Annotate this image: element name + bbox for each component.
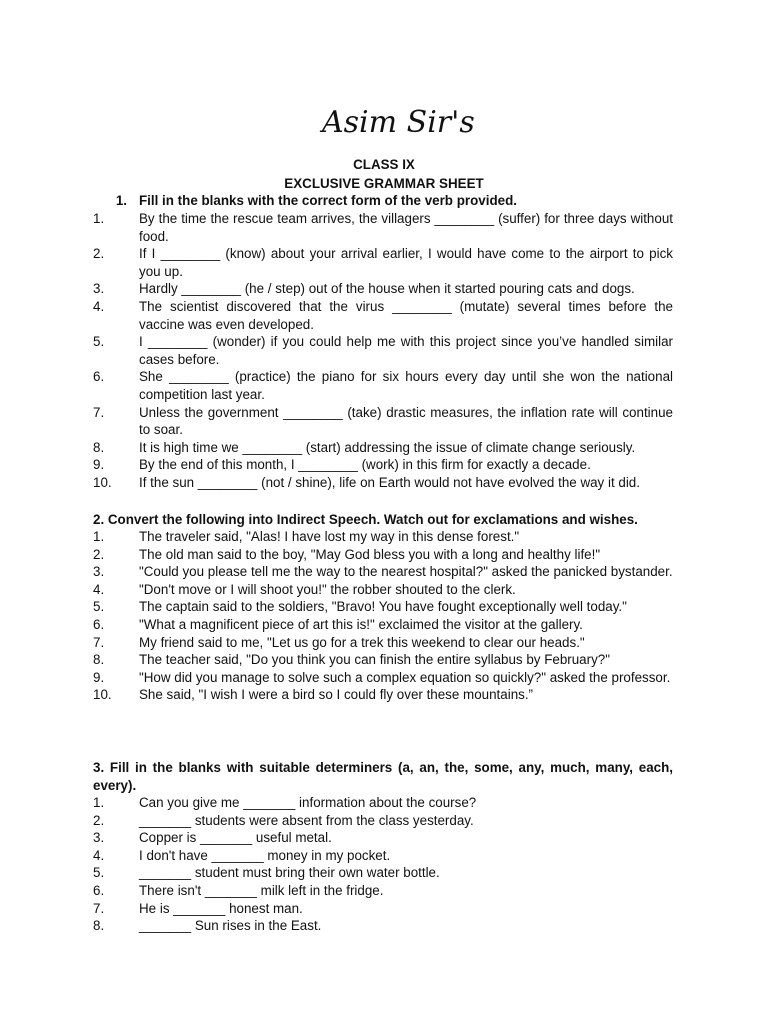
question-text: She ________ (practice) the piano for six hours every day until she won the national competition last year. bbox=[139, 369, 673, 402]
question-text: The old man said to the boy, "May God bless you with a long and healthy life!" bbox=[139, 546, 601, 562]
question-item bbox=[93, 669, 673, 687]
question-item bbox=[93, 634, 673, 652]
question-text: "Could you please tell me the way to the nearest hospital?" asked the panicked bystander. bbox=[139, 564, 673, 580]
question-item bbox=[93, 368, 673, 403]
question-number: 4. bbox=[93, 298, 105, 314]
question-number: 10. bbox=[93, 474, 112, 490]
question-item bbox=[93, 686, 673, 704]
section-1-heading-text: Fill in the blanks with the correct form of the verb provided. bbox=[139, 193, 517, 208]
question-number: 4. bbox=[93, 581, 105, 597]
question-number: 3. bbox=[93, 564, 105, 580]
question-text: The traveler said, "Alas! I have lost my way in this dense forest." bbox=[139, 529, 520, 544]
class-label: CLASS IX bbox=[353, 157, 415, 172]
question-number: 8. bbox=[93, 918, 105, 934]
question-item bbox=[93, 900, 673, 918]
question-item bbox=[93, 333, 673, 368]
question-item bbox=[93, 404, 673, 439]
question-text: If I ________ (know) about your arrival earlier, I would have come to the airport to pick you up. bbox=[139, 246, 673, 279]
question-text: By the end of this month, I ________ (work) in this firm for exactly a decade. bbox=[139, 457, 591, 473]
question-number: 2. bbox=[93, 812, 105, 828]
question-number: 4. bbox=[93, 847, 105, 863]
question-text: There isn't _______ milk left in the fridge. bbox=[139, 882, 384, 898]
section-1-list bbox=[93, 210, 673, 492]
section-2-list bbox=[93, 528, 673, 704]
question-number: 3. bbox=[93, 830, 105, 846]
question-text: "How did you manage to solve such a complex equation so quickly?" asked the professor. bbox=[139, 669, 671, 685]
question-item bbox=[93, 581, 673, 599]
question-item bbox=[93, 439, 673, 457]
question-number: 3. bbox=[93, 281, 105, 297]
question-text: _______ Sun rises in the East. bbox=[139, 918, 322, 934]
question-item bbox=[93, 616, 673, 634]
signature-logo-text: Asim Sir's bbox=[322, 105, 475, 140]
question-text: "Don't move or I will shoot you!" the robber shouted to the clerk. bbox=[139, 581, 516, 597]
question-text: It is high time we ________ (start) addressing the issue of climate change seriously. bbox=[139, 439, 636, 455]
question-item bbox=[93, 456, 673, 474]
question-item bbox=[93, 812, 673, 830]
question-item bbox=[93, 882, 673, 900]
question-item bbox=[93, 280, 673, 298]
question-item bbox=[93, 864, 673, 882]
question-number: 5. bbox=[93, 599, 105, 615]
question-text: The scientist discovered that the virus ________ (mutate) several times before the vaccine was even developed. bbox=[139, 298, 673, 332]
question-item bbox=[93, 917, 673, 935]
question-text: I don't have _______ money in my pocket. bbox=[139, 847, 391, 863]
section-1-number: 1. bbox=[115, 193, 127, 208]
question-number: 9. bbox=[93, 669, 105, 685]
question-text: _______ student must bring their own water bottle. bbox=[139, 865, 440, 881]
question-item bbox=[93, 528, 673, 546]
section-3-heading: 3. Fill in the blanks with suitable determiners (a, an, the, some, any, much, many, each, every). bbox=[93, 760, 673, 793]
question-number: 5. bbox=[93, 865, 105, 881]
question-number: 1. bbox=[93, 529, 105, 544]
question-text: By the time the rescue team arrives, the villagers ________ (suffer) for three days without food. bbox=[139, 211, 673, 244]
question-text: I ________ (wonder) if you could help me with this project since you’ve handled similar cases before. bbox=[139, 334, 673, 367]
question-text: _______ students were absent from the class yesterday. bbox=[139, 812, 474, 828]
question-number: 8. bbox=[93, 652, 105, 668]
question-number: 8. bbox=[93, 439, 105, 455]
question-number: 2. bbox=[93, 546, 105, 562]
question-number: 7. bbox=[93, 900, 105, 916]
question-number: 10. bbox=[93, 687, 112, 703]
question-text: Can you give me _______ information about the course? bbox=[139, 795, 477, 810]
question-text: He is _______ honest man. bbox=[139, 900, 303, 916]
question-item bbox=[93, 210, 673, 245]
question-number: 6. bbox=[93, 616, 105, 632]
question-text: "What a magnificent piece of art this is!" exclaimed the visitor at the gallery. bbox=[139, 616, 583, 632]
question-item bbox=[93, 847, 673, 865]
question-number: 9. bbox=[93, 457, 105, 473]
question-text: Unless the government ________ (take) drastic measures, the inflation rate will continue to soar. bbox=[139, 404, 673, 438]
question-text: The captain said to the soldiers, "Bravo! You have fought exceptionally well today." bbox=[139, 599, 627, 615]
question-number: 5. bbox=[93, 334, 105, 350]
question-text: My friend said to me, "Let us go for a trek this weekend to clear our heads." bbox=[139, 634, 585, 650]
question-item bbox=[93, 474, 673, 492]
question-item bbox=[93, 829, 673, 847]
signature-logo-graphic bbox=[318, 98, 475, 148]
question-item bbox=[93, 546, 673, 564]
question-number: 6. bbox=[93, 369, 105, 385]
question-item bbox=[93, 651, 673, 669]
question-text: If the sun ________ (not / shine), life on Earth would not have evolved the way it did. bbox=[139, 474, 640, 490]
sheet-title: EXCLUSIVE GRAMMAR SHEET bbox=[284, 176, 484, 191]
question-item bbox=[93, 298, 673, 333]
question-number: 2. bbox=[93, 246, 105, 262]
question-text: Copper is _______ useful metal. bbox=[139, 830, 332, 846]
question-number: 7. bbox=[93, 404, 105, 420]
question-number: 6. bbox=[93, 882, 105, 898]
question-item bbox=[93, 245, 673, 280]
question-number: 7. bbox=[93, 634, 105, 650]
question-item bbox=[93, 794, 673, 812]
question-text: Hardly ________ (he / step) out of the house when it started pouring cats and dogs. bbox=[139, 281, 635, 297]
question-item bbox=[93, 598, 673, 616]
section-3-list bbox=[93, 794, 673, 935]
section-2-heading: 2. Convert the following into Indirect Speech. Watch out for exclamations and wishes. bbox=[93, 512, 638, 527]
question-number: 1. bbox=[93, 211, 105, 226]
question-number: 1. bbox=[93, 795, 105, 810]
question-text: She said, "I wish I were a bird so I could fly over these mountains.” bbox=[139, 687, 534, 703]
section-1-heading bbox=[93, 192, 673, 210]
question-text: The teacher said, "Do you think you can finish the entire syllabus by February?" bbox=[139, 652, 610, 668]
signature-logo bbox=[318, 98, 475, 148]
question-item bbox=[93, 563, 673, 581]
